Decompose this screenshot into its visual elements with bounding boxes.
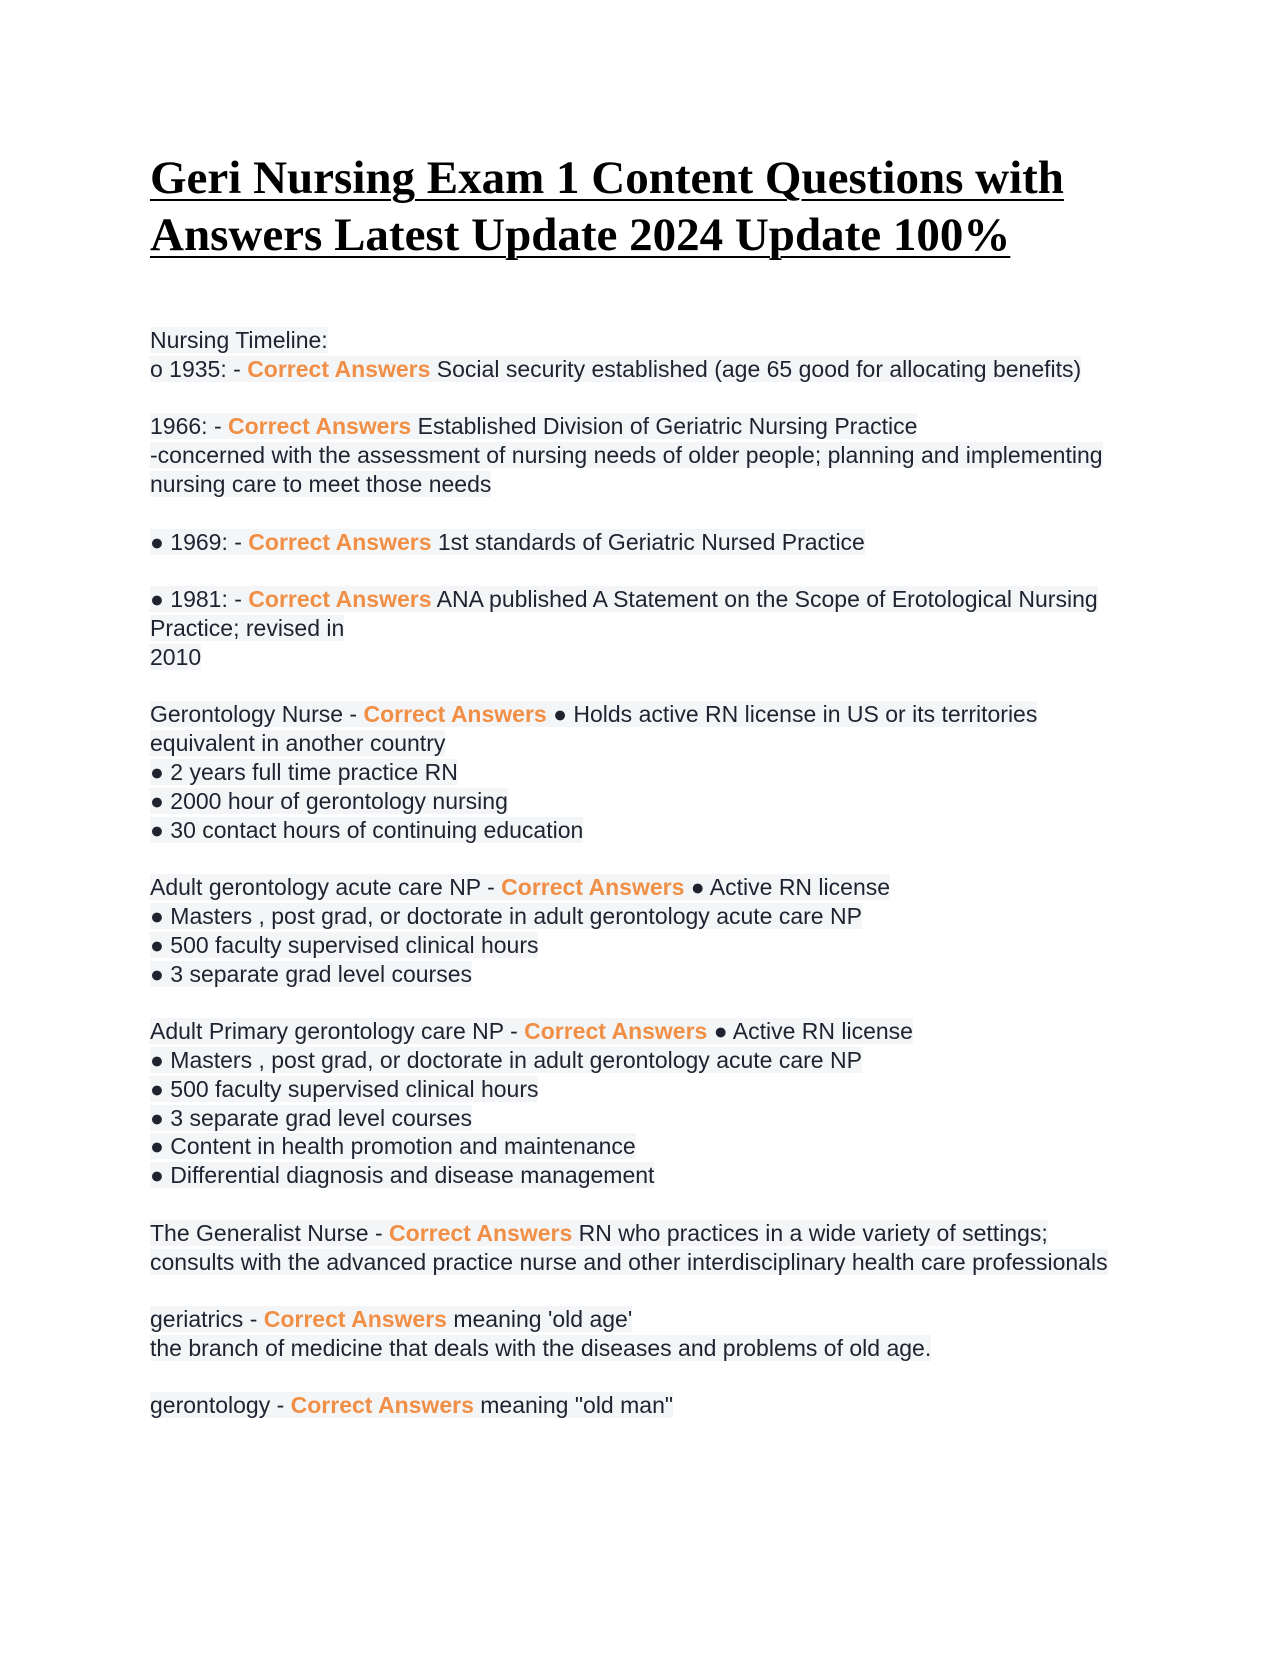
correct-answers-label: Correct Answers <box>248 528 432 555</box>
qa-entry <box>150 873 1130 988</box>
correct-answers-label: Correct Answers <box>524 1018 708 1045</box>
entry-prefix: Gerontology Nurse - <box>150 701 364 728</box>
entry-detail-line: ● 2 years full time practice RN <box>150 758 458 785</box>
entry-prefix: Adult Primary gerontology care NP - <box>150 1018 525 1045</box>
entry-question-line <box>150 412 1130 441</box>
entry-question-line <box>150 1219 1130 1277</box>
entry-answer: 1st standards of Geriatric Nursed Practice <box>431 528 865 555</box>
entry-detail-line: -concerned with the assessment of nursing needs of older people; planning and implementing nursing care to meet those needs <box>150 442 1103 497</box>
entry-list <box>150 326 1130 1420</box>
correct-answers-label: Correct Answers <box>247 355 431 382</box>
entry-answer: Social security established (age 65 good for allocating benefits) <box>430 355 1082 382</box>
entry-prefix: ● 1969: - <box>150 528 249 555</box>
entry-prefix: 1966: - <box>150 413 228 440</box>
entry-detail-line: ● Content in health promotion and maintenance <box>150 1133 636 1160</box>
entry-prefix: The Generalist Nurse - <box>150 1219 390 1246</box>
correct-answers-label: Correct Answers <box>228 413 412 440</box>
entry-detail-line: ● Differential diagnosis and disease management <box>150 1162 655 1189</box>
qa-entry <box>150 1017 1130 1190</box>
entry-question-line <box>150 1305 1130 1334</box>
entry-prefix: o 1935: - <box>150 355 248 382</box>
qa-entry <box>150 412 1130 498</box>
qa-entry <box>150 1391 1130 1420</box>
qa-entry <box>150 1219 1130 1277</box>
entry-detail-line: the branch of medicine that deals with the diseases and problems of old age. <box>150 1334 932 1361</box>
document-title: Geri Nursing Exam 1 Content Questions with Answers Latest Update 2024 Update 100% <box>150 152 1064 261</box>
qa-entry <box>150 700 1130 844</box>
correct-answers-label: Correct Answers <box>248 586 432 613</box>
entry-detail-line: ● Masters , post grad, or doctorate in adult gerontology acute care NP <box>150 1046 862 1073</box>
entry-question-line <box>150 585 1130 643</box>
qa-entry <box>150 1305 1130 1363</box>
entry-detail-line: ● 30 contact hours of continuing education <box>150 816 584 843</box>
correct-answers-label: Correct Answers <box>263 1306 447 1333</box>
entry-detail-line: 2010 <box>150 643 202 670</box>
entry-question-line <box>150 355 1130 384</box>
correct-answers-label: Correct Answers <box>501 874 685 901</box>
entry-answer: RN who practices in a wide variety of settings; consults with the advanced practice nurse and other interdisciplinary health care professionals <box>150 1219 1108 1275</box>
qa-entry <box>150 528 1130 557</box>
qa-entry <box>150 326 1130 384</box>
entry-answer: meaning "old man" <box>473 1392 674 1419</box>
entry-question-line <box>150 700 1130 758</box>
correct-answers-label: Correct Answers <box>290 1392 474 1419</box>
entry-answer: ● Active RN license <box>684 874 891 901</box>
entry-answer: ● Active RN license <box>707 1018 913 1045</box>
entry-detail-line: ● 3 separate grad level courses <box>150 1104 473 1131</box>
entry-question-line <box>150 1391 1130 1420</box>
entry-detail-line: ● 500 faculty supervised clinical hours <box>150 1075 539 1102</box>
entry-heading: Nursing Timeline: <box>150 327 328 353</box>
correct-answers-label: Correct Answers <box>389 1219 573 1246</box>
entry-answer: meaning 'old age' <box>446 1306 633 1333</box>
entry-detail-line: ● 2000 hour of gerontology nursing <box>150 787 508 814</box>
entry-prefix: geriatrics - <box>150 1306 264 1333</box>
entry-prefix: ● 1981: - <box>150 586 249 613</box>
correct-answers-label: Correct Answers <box>363 701 547 728</box>
entry-answer: Established Division of Geriatric Nursing Practice <box>411 413 918 440</box>
entry-prefix: gerontology - <box>150 1392 291 1419</box>
entry-detail-line: ● 3 separate grad level courses <box>150 960 473 987</box>
entry-answer: ANA published A Statement on the Scope of Erotological Nursing Practice; revised in <box>150 586 1098 641</box>
entry-detail-line: ● 500 faculty supervised clinical hours <box>150 931 539 958</box>
entry-answer: ● Holds active RN license in US or its territories equivalent in another country <box>150 701 1038 757</box>
entry-detail-line: ● Masters , post grad, or doctorate in adult gerontology acute care NP <box>150 902 862 929</box>
document-page <box>150 150 1130 1449</box>
entry-prefix: Adult gerontology acute care NP - <box>150 874 502 901</box>
qa-entry <box>150 585 1130 671</box>
entry-question-line <box>150 528 1130 557</box>
entry-question-line <box>150 1017 1130 1046</box>
entry-question-line <box>150 873 1130 902</box>
